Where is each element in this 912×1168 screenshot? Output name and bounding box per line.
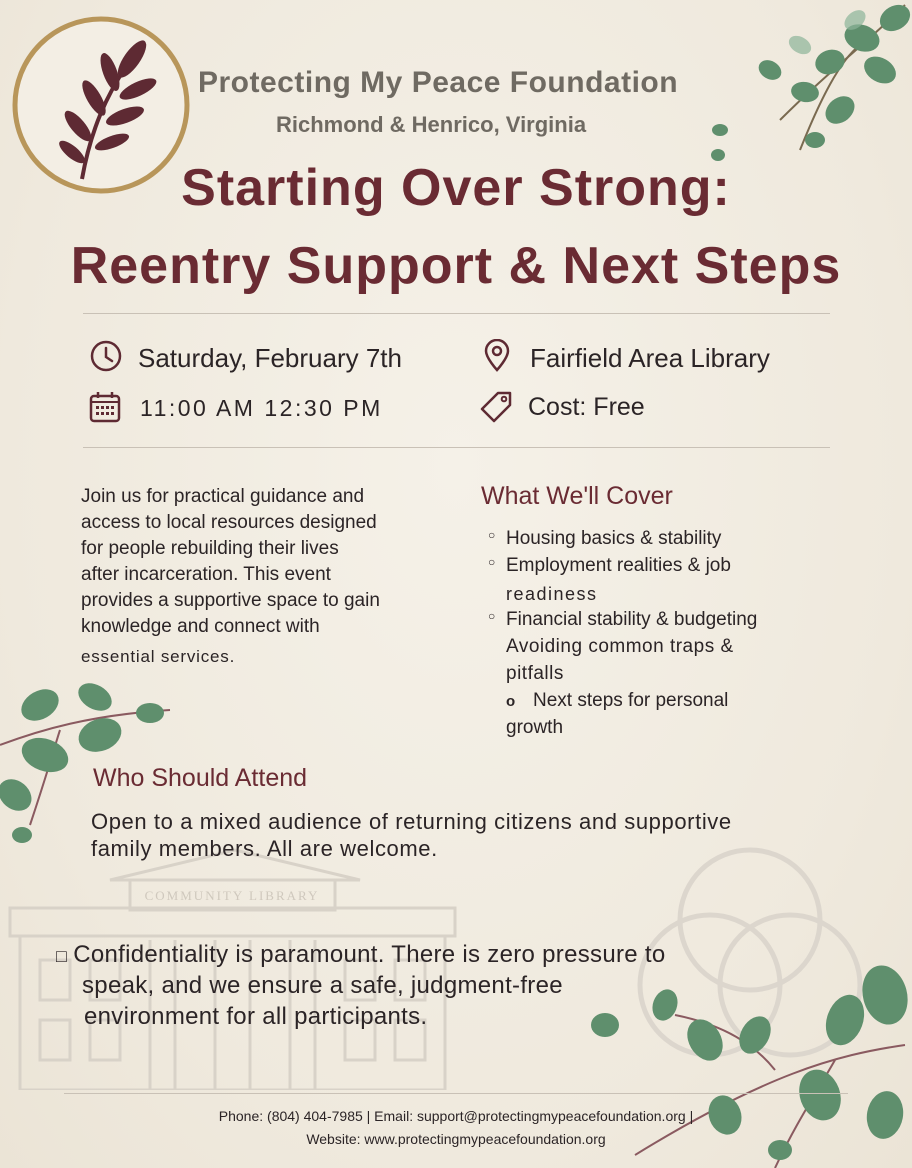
event-time: 11:00 AM 12:30 PM xyxy=(140,395,383,421)
who-description xyxy=(91,808,811,862)
organization-location: Richmond & Henrico, Virginia xyxy=(276,112,587,137)
divider-top xyxy=(83,313,830,314)
description-line: knowledge and connect with xyxy=(81,616,320,637)
confidentiality-line: speak, and we ensure a safe, judgment-free xyxy=(82,972,563,999)
bullet-circle: ○ xyxy=(488,555,496,569)
price-tag-icon xyxy=(479,390,513,424)
organization-name: Protecting My Peace Foundation xyxy=(198,66,679,99)
event-venue: Fairfield Area Library xyxy=(530,343,770,373)
confidentiality-line: □ Confidentiality is paramount. There is zero pressure to xyxy=(56,941,666,968)
cover-item: pitfalls xyxy=(506,663,564,684)
footer-website: Website: www.protectingmypeacefoundation.org xyxy=(306,1131,606,1147)
bullet-circle: ○ xyxy=(488,609,496,623)
description-line: access to local resources designed xyxy=(81,512,377,533)
bullet-circle: ○ xyxy=(488,528,496,542)
description-line: after incarceration. This event xyxy=(81,564,331,585)
cover-item: Financial stability & budgeting xyxy=(506,609,758,630)
who-line: Open to a mixed audience of returning citizens and supportive xyxy=(91,809,732,834)
event-title-line1: Starting Over Strong: xyxy=(181,159,731,217)
who-line: family members. All are welcome. xyxy=(91,836,438,861)
footer-contact: Phone: (804) 404-7985 | Email: support@protectingmypeacefoundation.org | xyxy=(218,1108,694,1124)
eucalyptus-top-right-icon xyxy=(690,0,912,175)
confidentiality-line: environment for all participants. xyxy=(84,1003,428,1030)
checkbox-glyph: □ xyxy=(56,946,68,966)
calendar-icon xyxy=(88,390,122,424)
clock-icon xyxy=(89,339,123,373)
event-date: Saturday, February 7th xyxy=(138,343,402,373)
bullet-small: o xyxy=(506,693,516,710)
location-pin-icon xyxy=(480,339,514,373)
confidentiality-note xyxy=(56,940,796,1031)
cover-item: Avoiding common traps & xyxy=(506,636,734,657)
description-line: essential services. xyxy=(81,647,236,666)
event-cost: Cost: Free xyxy=(528,393,645,421)
description-line: for people rebuilding their lives xyxy=(81,538,339,559)
cover-item: Housing basics & stability xyxy=(506,528,722,549)
who-section-title: Who Should Attend xyxy=(93,764,308,792)
event-description xyxy=(81,484,461,670)
cover-item: Employment realities & job xyxy=(506,555,731,576)
library-sign: COMMUNITY LIBRARY xyxy=(144,888,320,903)
cover-section-title: What We'll Cover xyxy=(481,482,673,510)
cover-item: Next steps for personal xyxy=(533,690,729,711)
description-line: provides a supportive space to gain xyxy=(81,590,380,611)
divider-footer xyxy=(64,1093,848,1094)
event-title-line2: Reentry Support & Next Steps xyxy=(70,237,842,295)
cover-item: readiness xyxy=(506,584,598,604)
divider-middle xyxy=(83,447,830,448)
cover-item: growth xyxy=(506,717,564,738)
description-line: Join us for practical guidance and xyxy=(81,486,365,507)
